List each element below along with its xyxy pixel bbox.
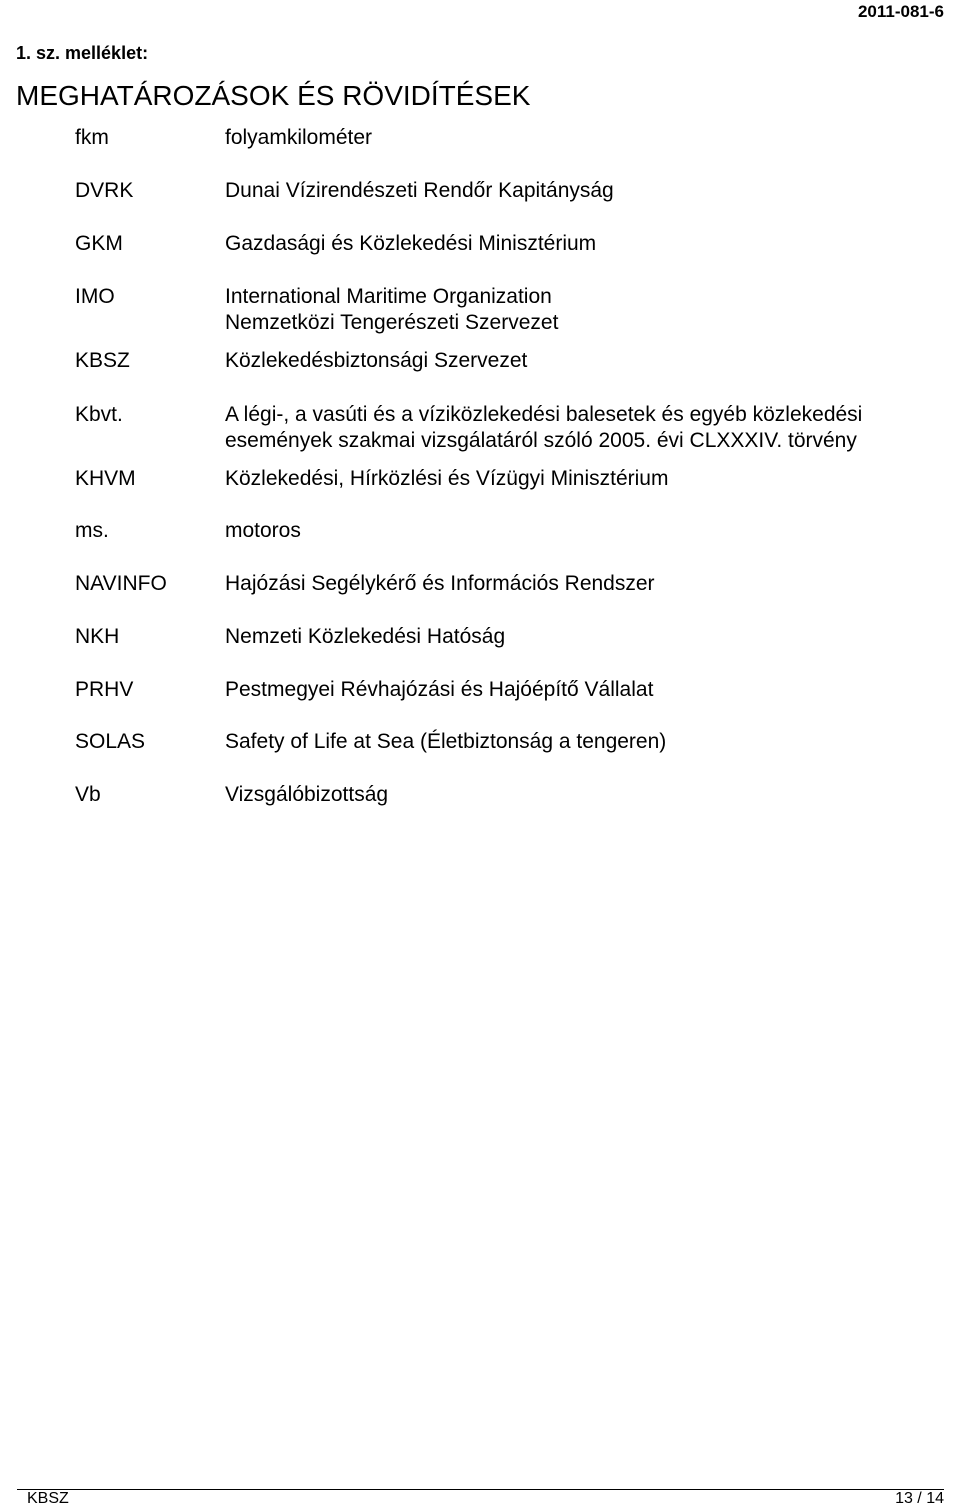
abbr-dvrk: DVRK: [75, 179, 134, 202]
abbr-vb: Vb: [75, 783, 101, 806]
abbr-nkh: NKH: [75, 625, 120, 648]
abbr-kbsz: KBSZ: [75, 349, 130, 372]
def-kbvt-line-2: események szakmai vizsgálatáról szóló 2005. évi CLXXXIV. törvény: [225, 429, 857, 452]
def-khvm: Közlekedési, Hírközlési és Vízügyi Minisztérium: [225, 467, 669, 490]
abbr-fkm: fkm: [75, 126, 109, 149]
def-nkh: Nemzeti Közlekedési Hatóság: [225, 625, 506, 648]
footer-divider: [17, 1489, 944, 1490]
def-dvrk: Dunai Vízirendészeti Rendőr Kapitányság: [225, 179, 614, 202]
document-id: 2011-081-6: [857, 2, 944, 21]
footer-organization: KBSZ: [27, 1490, 69, 1507]
def-navinfo: Hajózási Segélykérő és Információs Rendszer: [225, 572, 655, 595]
abbr-prhv: PRHV: [75, 678, 134, 701]
abbr-khvm: KHVM: [75, 467, 136, 490]
page-title: MEGHATÁROZÁSOK ÉS RÖVIDÍTÉSEK: [16, 80, 531, 111]
def-gkm: Gazdasági és Közlekedési Minisztérium: [225, 232, 597, 255]
footer-page-number: 13 / 14: [895, 1490, 944, 1507]
def-imo-line-1: International Maritime Organization: [225, 285, 552, 308]
def-ms: motoros: [225, 519, 301, 542]
def-vb: Vizsgálóbizottság: [225, 783, 389, 806]
abbr-ms: ms.: [75, 519, 109, 542]
def-fkm: folyamkilométer: [225, 126, 373, 149]
abbr-imo: IMO: [75, 285, 115, 308]
def-prhv: Pestmegyei Révhajózási és Hajóépítő Vállalat: [225, 678, 654, 701]
abbr-gkm: GKM: [75, 232, 123, 255]
annex-label: 1. sz. melléklet:: [16, 43, 149, 63]
def-kbvt-line-1: A légi-, a vasúti és a víziközlekedési balesetek és egyéb közlekedési: [225, 403, 863, 426]
abbr-solas: SOLAS: [75, 730, 146, 753]
def-kbsz: Közlekedésbiztonsági Szervezet: [225, 349, 528, 372]
abbr-kbvt: Kbvt.: [75, 403, 123, 426]
def-solas: Safety of Life at Sea (Életbiztonság a tengeren): [225, 730, 667, 753]
def-imo-line-2: Nemzetközi Tengerészeti Szervezet: [225, 311, 559, 334]
abbr-navinfo: NAVINFO: [75, 572, 167, 595]
